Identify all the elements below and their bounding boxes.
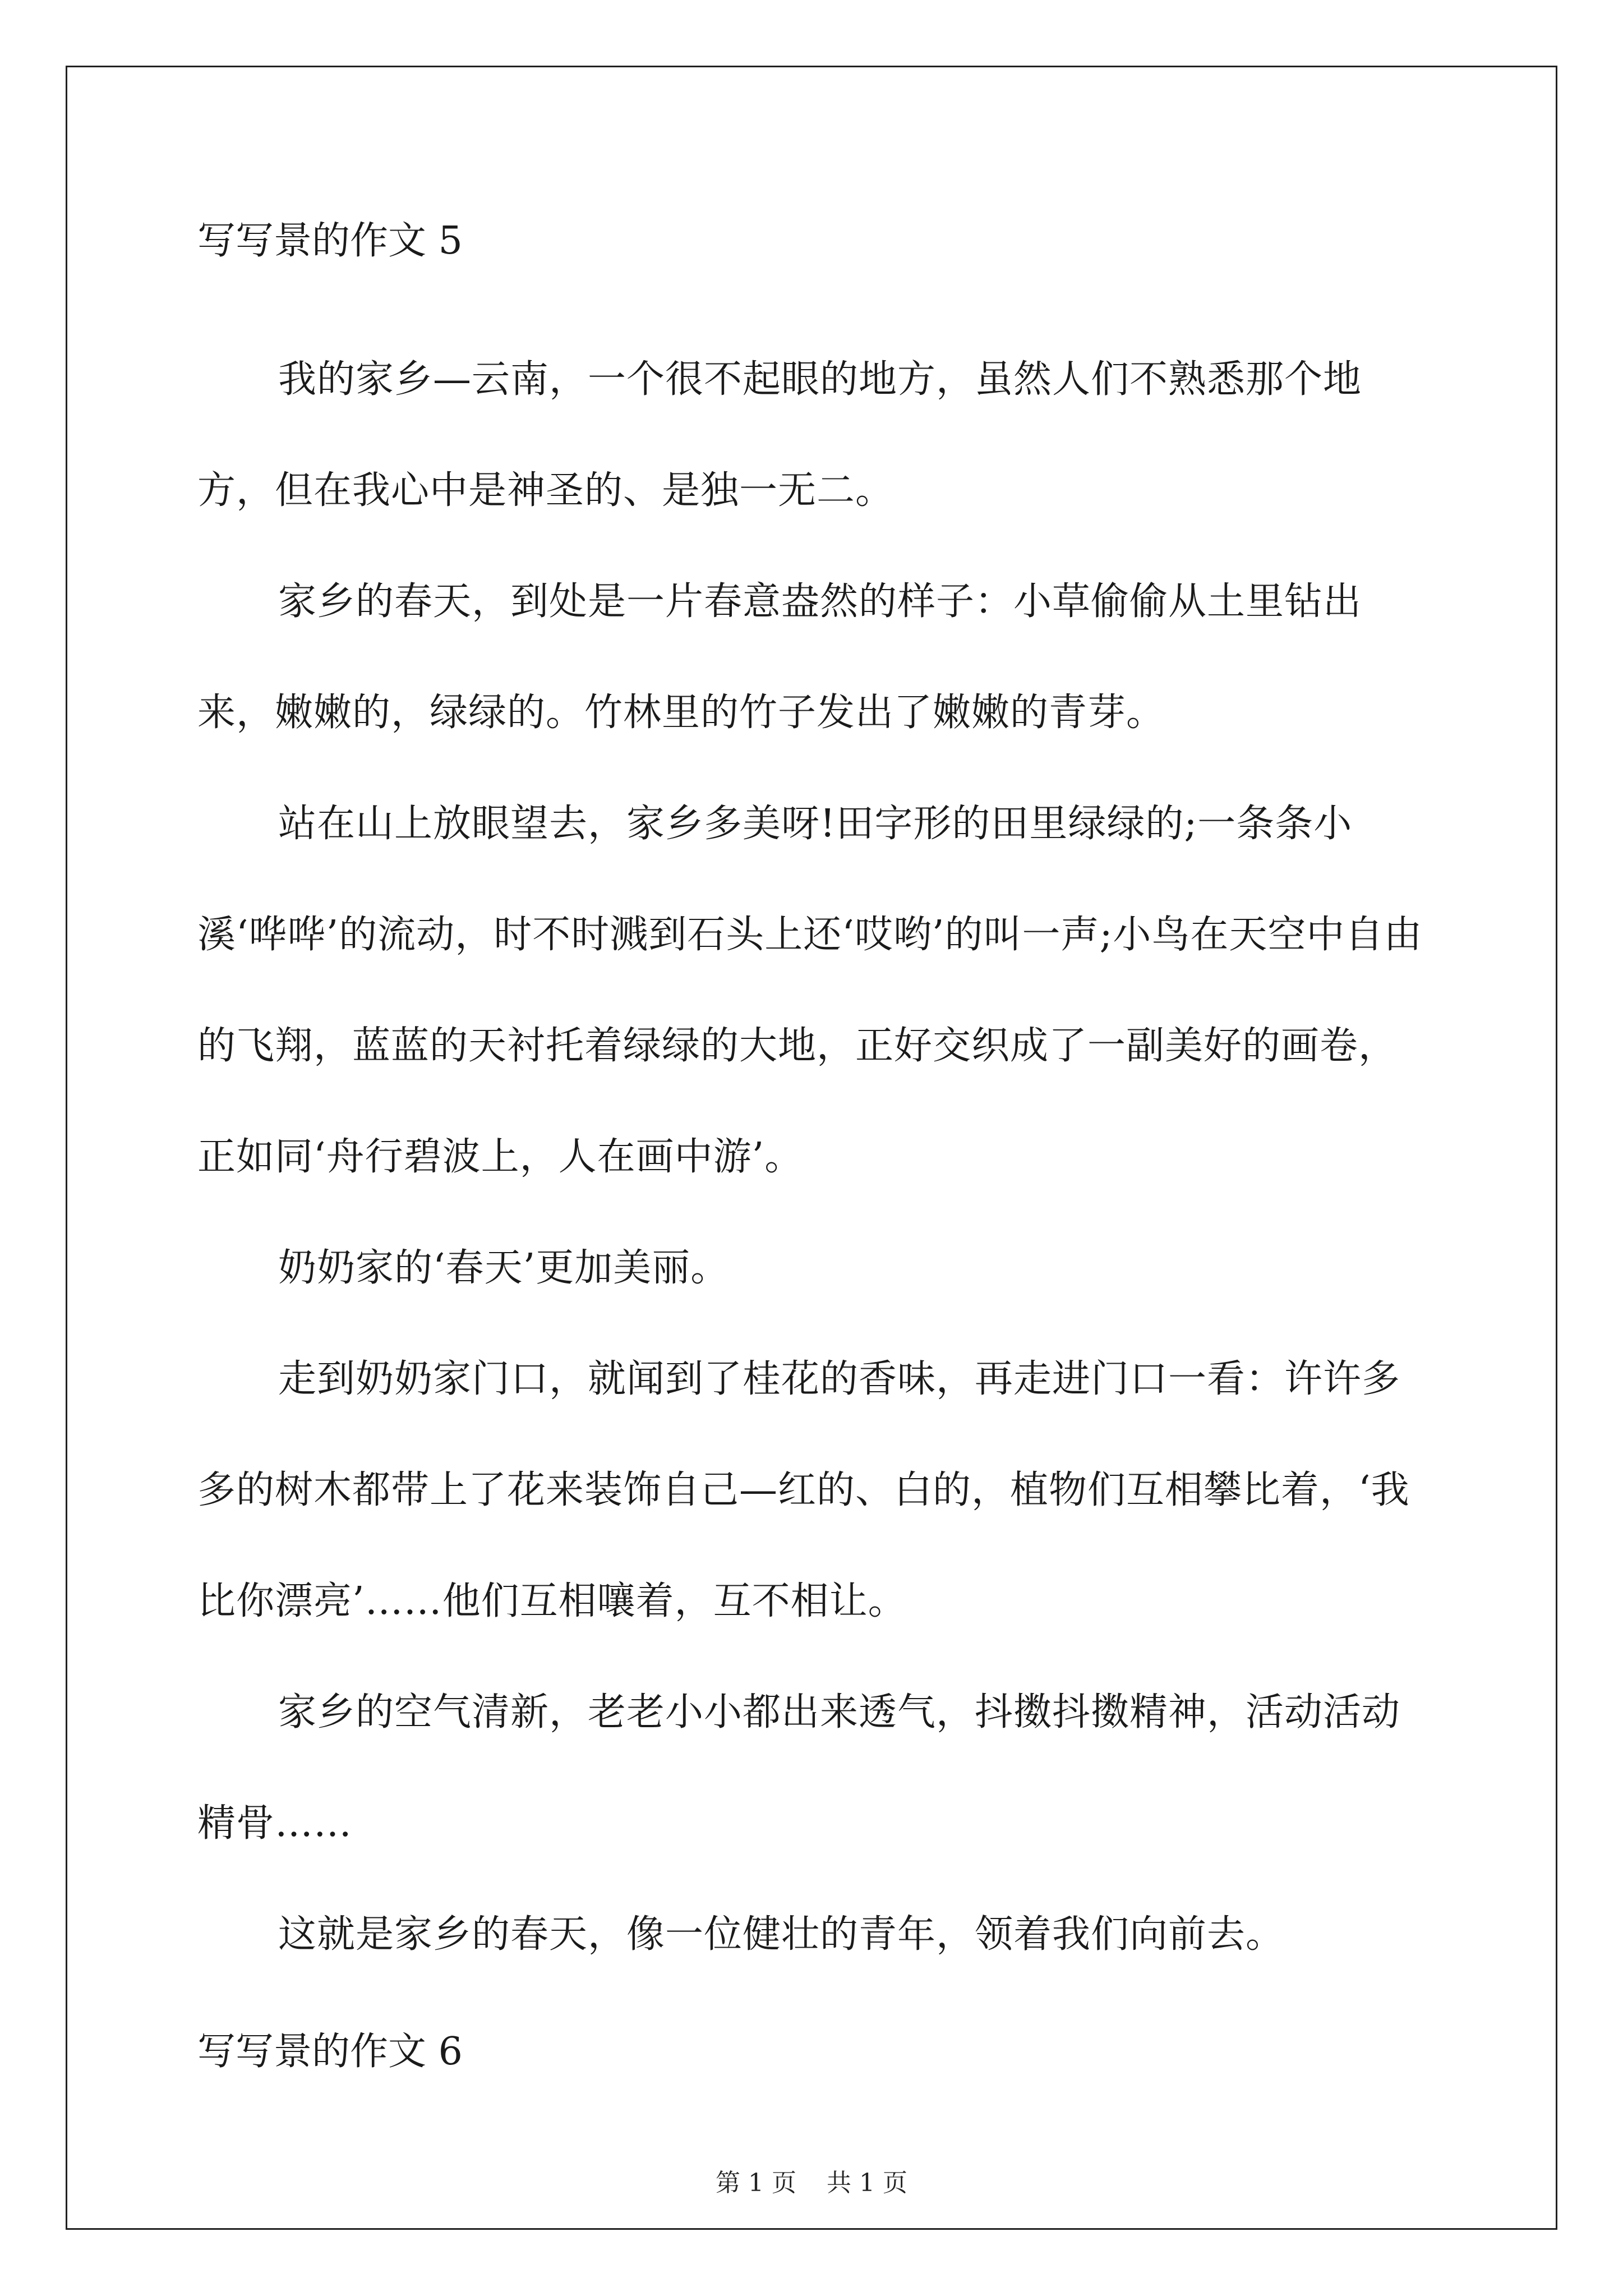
essay-title-6: 写写景的作文 6: [197, 2030, 463, 2074]
paragraph-5: 走到奶奶家门口，就闻到了桂花的香味，再走进门口一看：许许多多的树木都带上了花来装饰自己—红的、白的，植物们互相攀比着，‘我比你漂亮’……他们互相嚷着，互不相让。: [197, 1357, 1410, 1623]
page-total: 共 1 页: [827, 2169, 907, 2197]
paragraph-7: 这就是家乡的春天，像一位健壮的青年，领着我们向前去。: [278, 1912, 1285, 1957]
paragraph-6: 家乡的空气清新，老老小小都出来透气，抖擞抖擞精神，活动活动精骨……: [197, 1690, 1401, 1846]
paragraph-2: 家乡的春天，到处是一片春意盎然的样子：小草偷偷从土里钻出来，嫩嫩的，绿绿的。竹林里的竹子发出了嫩嫩的青芽。: [197, 579, 1362, 735]
page-number: 第 1 页: [716, 2169, 796, 2197]
paragraph-4: 奶奶家的‘春天’更加美丽。: [278, 1246, 730, 1290]
document-body: [197, 213, 1431, 2080]
paragraph-3: 站在山上放眼望去，家乡多美呀!田字形的田里绿绿的;一条条小溪‘哗哗’的流动，时不时溅到石头上还‘哎哟’的叫一声;小鸟在天空中自由的飞翔，蓝蓝的天衬托着绿绿的大地，正好交织成了一副美好的画卷，正如同‘舟行碧波上，人在画中游’。: [197, 802, 1423, 1179]
paragraph-1: 我的家乡—云南，一个很不起眼的地方，虽然人们不熟悉那个地方，但在我心中是神圣的、是独一无二。: [197, 357, 1362, 513]
page-footer: [0, 2166, 1623, 2200]
essay-title-5: 写写景的作文 5: [197, 219, 463, 263]
